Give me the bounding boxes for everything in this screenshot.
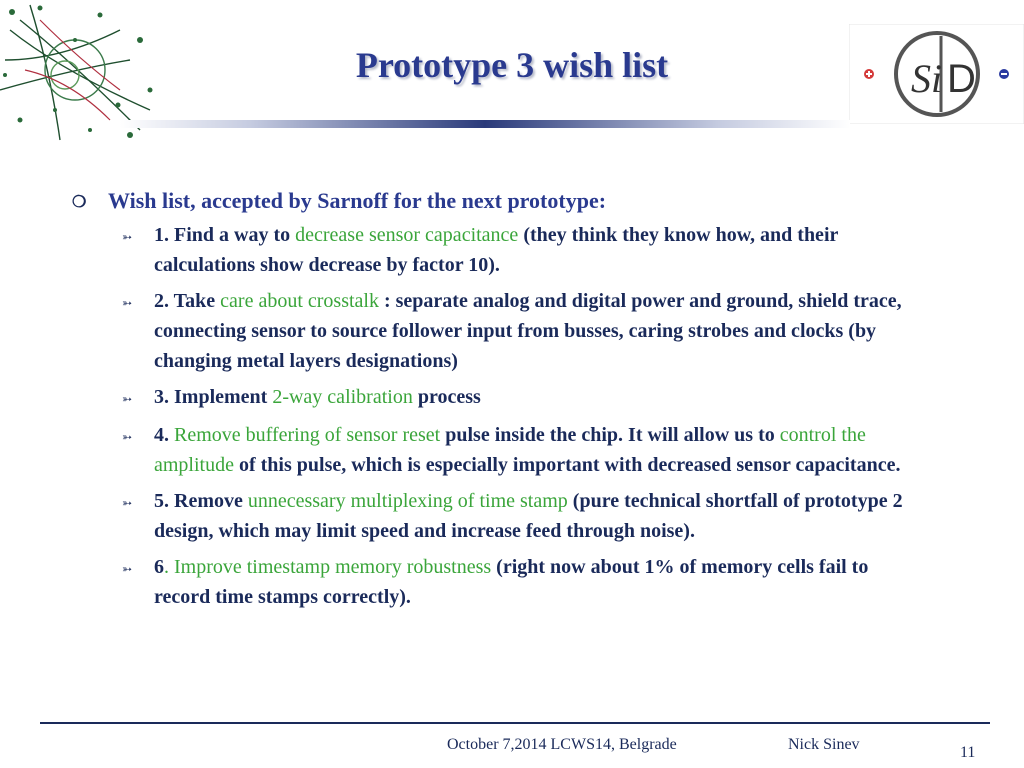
wish-list-item-text — [154, 420, 912, 480]
svg-text:Si: Si — [911, 56, 943, 101]
item-text-segment: 3. Implement — [154, 386, 273, 408]
main-bullet-text: Wish list, accepted by Sarnoff for the next prototype: — [108, 188, 607, 213]
footer-date-event: October 7,2014 LCWS14, Belgrade — [447, 736, 677, 753]
title-divider — [120, 120, 850, 128]
wish-list-item-text — [154, 220, 912, 280]
item-text-segment: (pure technical shortfall of prototype 2 design, which may limit speed and increase feed through noise). — [154, 490, 903, 542]
highlighted-phrase: unnecessary multiplexing of time stamp — [247, 490, 568, 512]
highlighted-phrase: 2-way calibration — [272, 386, 413, 408]
highlighted-phrase: Remove buffering of sensor reset — [174, 424, 441, 446]
slide-body — [72, 188, 952, 618]
wish-list-item — [122, 486, 912, 546]
sid-logo — [849, 24, 1024, 124]
item-text-segment: 5. Remove — [154, 490, 248, 512]
wish-list-item — [122, 552, 912, 612]
item-text-segment: 1. Find a way to — [154, 224, 296, 246]
footer-author: Nick Sinev — [788, 736, 860, 753]
wish-list-item — [122, 382, 912, 414]
arrow-bullet-icon: ➳ — [122, 392, 133, 406]
arrow-bullet-icon: ➳ — [122, 430, 133, 444]
wish-list-item-text — [154, 552, 912, 612]
highlighted-phrase: decrease sensor capacitance — [295, 224, 519, 246]
item-text-segment: process — [412, 386, 481, 408]
arrow-bullet-icon: ➳ — [122, 296, 133, 310]
wish-list-item-text — [154, 486, 912, 546]
arrow-bullet-icon: ➳ — [122, 496, 133, 510]
item-text-segment: 2. Take — [154, 290, 221, 312]
highlighted-phrase: control the amplitude — [154, 424, 866, 476]
svg-text:D: D — [947, 57, 976, 101]
wish-list-item — [122, 420, 912, 480]
item-text-segment: (right now about 1% of memory cells fail to record time stamps correctly). — [154, 556, 869, 608]
slide-title: Prototype 3 wish list — [355, 45, 669, 85]
wish-list — [122, 220, 952, 612]
highlighted-phrase: . Improve timestamp memory robustness — [164, 556, 492, 578]
item-text-segment: pulse inside the chip. It will allow us to — [440, 424, 780, 446]
wish-list-item — [122, 220, 912, 280]
wish-list-item-text — [154, 382, 912, 412]
highlighted-phrase: care about crosstalk — [220, 290, 379, 312]
arrow-bullet-icon: ➳ — [122, 230, 133, 244]
item-text-segment: (they think they know how, and their calculations show decrease by factor 10). — [154, 224, 839, 276]
item-text-segment: of this pulse, which is especially important with decreased sensor capacitance. — [233, 454, 901, 476]
footer-divider — [40, 722, 990, 724]
page-number: 11 — [960, 744, 976, 761]
wish-list-item-text — [154, 286, 912, 376]
main-bullet — [72, 188, 952, 214]
hollow-circle-bullet-icon: ❍ — [72, 194, 87, 211]
arrow-bullet-icon: ➳ — [122, 562, 133, 576]
item-text-segment: 4. — [154, 424, 174, 446]
item-text-segment: : separate analog and digital power and ground, shield trace, connecting sensor to source follower input from busses, caring strobes and clocks (by changing metal layers designations) — [154, 290, 902, 372]
wish-list-item — [122, 286, 912, 376]
item-text-segment: 6 — [154, 556, 164, 578]
